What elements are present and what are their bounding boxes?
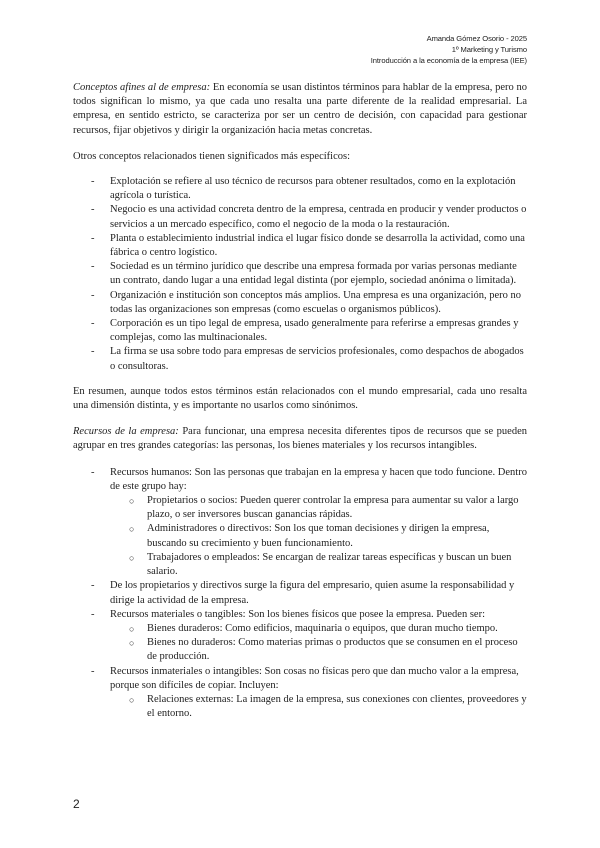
resources-list xyxy=(73,466,527,722)
resources-intro-paragraph xyxy=(73,425,527,453)
page-number: 2 xyxy=(73,797,80,811)
sublist-item: ○ Propietarios o socios: Pueden querer controlar la empresa para aumentar su valor a largo plazo, o ser inversores buscan ganancias rápidas. xyxy=(129,495,519,521)
sublist-item: ○ Trabajadores o empleados: Se encargan de realizar tareas específicas y buscan un buen salario. xyxy=(129,551,512,578)
header-author: Amanda Gómez Osorio - 2025 xyxy=(426,34,527,43)
sublist-item: ○ Relaciones externas: La imagen de la empresa, sus conexiones con clientes, proveedores y el entorno. xyxy=(129,693,527,720)
list-item-human-resources: - Recursos humanos: Son las personas que trabajan en la empresa y hacen que todo funcione. Dentro de este grupo hay: ○ Propietarios o socios: Pueden querer controlar la empresa para aumentar su valor a largo plazo, o ser inversores buscan ganancias rápidas. ○ Administradores o directivos: Son los que toman decisiones y dirigen la empresa, buscando su crecimiento y buen funcionamiento. ○ Trabajadores o empleados: Se encargan de realizar tareas específicas y buscan un buen salario. xyxy=(73,466,527,580)
document-body xyxy=(73,81,527,721)
material-resources-sublist xyxy=(110,622,527,665)
list-item-intangible-resources: - Recursos inmateriales o intangibles: Son cosas no físicas pero que dan mucho valor a la empresa, porque son difíciles de copiar. Incluyen: ○ Relaciones externas: La imagen de la empresa, sus conexiones con clientes, proveedores y el entorno. xyxy=(73,665,527,722)
list-item: - Planta o establecimiento industrial indica el lugar físico donde se desarrolla la actividad, como una fábrica o centro logístico. xyxy=(91,232,525,259)
list-item: - La firma se usa sobre todo para empresas de servicios profesionales, como despachos de abogados o consultoras. xyxy=(91,346,524,372)
list-item: - Explotación se refiere al uso técnico de recursos para obtener resultados, como en la explotación agrícola o turística. xyxy=(91,176,516,202)
list-item: - Sociedad es un término jurídico que describe una empresa formada por varias personas mediante un contrato, dando lugar a una entidad legal distinta (por ejemplo, sociedad anónima o limitada). xyxy=(91,261,517,287)
list-item-owners: - De los propietarios y directivos surge la figura del empresario, quien asume la responsabilidad y dirige la actividad de la empresa. xyxy=(91,580,515,606)
header-course: 1º Marketing y Turismo xyxy=(451,45,527,54)
concepts-list xyxy=(73,175,527,374)
resources-intro-text: Para funcionar, una empresa necesita diferentes tipos de recursos que se pueden agrupar en tres grandes categorías: las personas, los bienes materiales y los recursos intangibles. xyxy=(73,426,527,452)
section-intro-text: En economía se usan distintos términos para hablar de la empresa, pero no todos significan lo mismo, ya que cada uno resalta una parte diferente de la realidad empresarial. La empresa, en sentido estricto, se caracteriza por ser un centro de decisión, con capacidad para gestionar recursos, fijar objetivos y dirigir la organización hacia metas concretas. xyxy=(73,82,527,136)
section-heading-recursos: Recursos de la empresa: xyxy=(73,426,179,438)
header-subject: Introducción a la economía de la empresa (IEE) xyxy=(370,56,527,65)
list-item: - Corporación es un tipo legal de empresa, usado generalmente para referirse a empresas grandes y complejas, como las multinacionales. xyxy=(91,318,519,344)
concepts-lead: Otros conceptos relacionados tienen significados más específicos: xyxy=(73,150,350,162)
sublist-item: ○ Bienes duraderos: Como edificios, maquinaria o equipos, que duran mucho tiempo. xyxy=(129,622,498,634)
human-resources-sublist xyxy=(110,494,527,579)
summary-paragraph: En resumen, aunque todos estos términos están relacionados con el mundo empresarial, cada uno resalta una dimensión distinta, y es importante no usarlos como sinónimos. xyxy=(73,385,527,412)
section-heading-conceptos: Conceptos afines al de empresa: xyxy=(73,82,211,93)
section-intro-paragraph xyxy=(73,81,527,138)
list-item: - Negocio es una actividad concreta dentro de la empresa, centrada en producir y vender productos o servicios a un mercado específico, como el negocio de la moda o la restauración. xyxy=(91,204,527,230)
sublist-item: ○ Administradores o directivos: Son los que toman decisiones y dirigen la empresa, buscando su crecimiento y buen funcionamiento. xyxy=(129,523,490,549)
list-item-material-resources: - Recursos materiales o tangibles: Son los bienes físicos que posee la empresa. Pueden ser: ○ Bienes duraderos: Como edificios, maquinaria o equipos, que duran mucho tiempo. ○ Bienes no duraderos: Como materias primas o productos que se consumen en el proceso de producción. xyxy=(73,608,527,665)
page-header xyxy=(371,33,527,66)
intangible-resources-sublist xyxy=(110,693,527,721)
sublist-item: ○ Bienes no duraderos: Como materias primas o productos que se consumen en el proceso de producción. xyxy=(129,637,518,663)
list-item: - Organización e institución son conceptos más amplios. Una empresa es una organización, pero no todas las organizaciones son empresas (como escuelas o organismos públicos). xyxy=(91,289,522,315)
